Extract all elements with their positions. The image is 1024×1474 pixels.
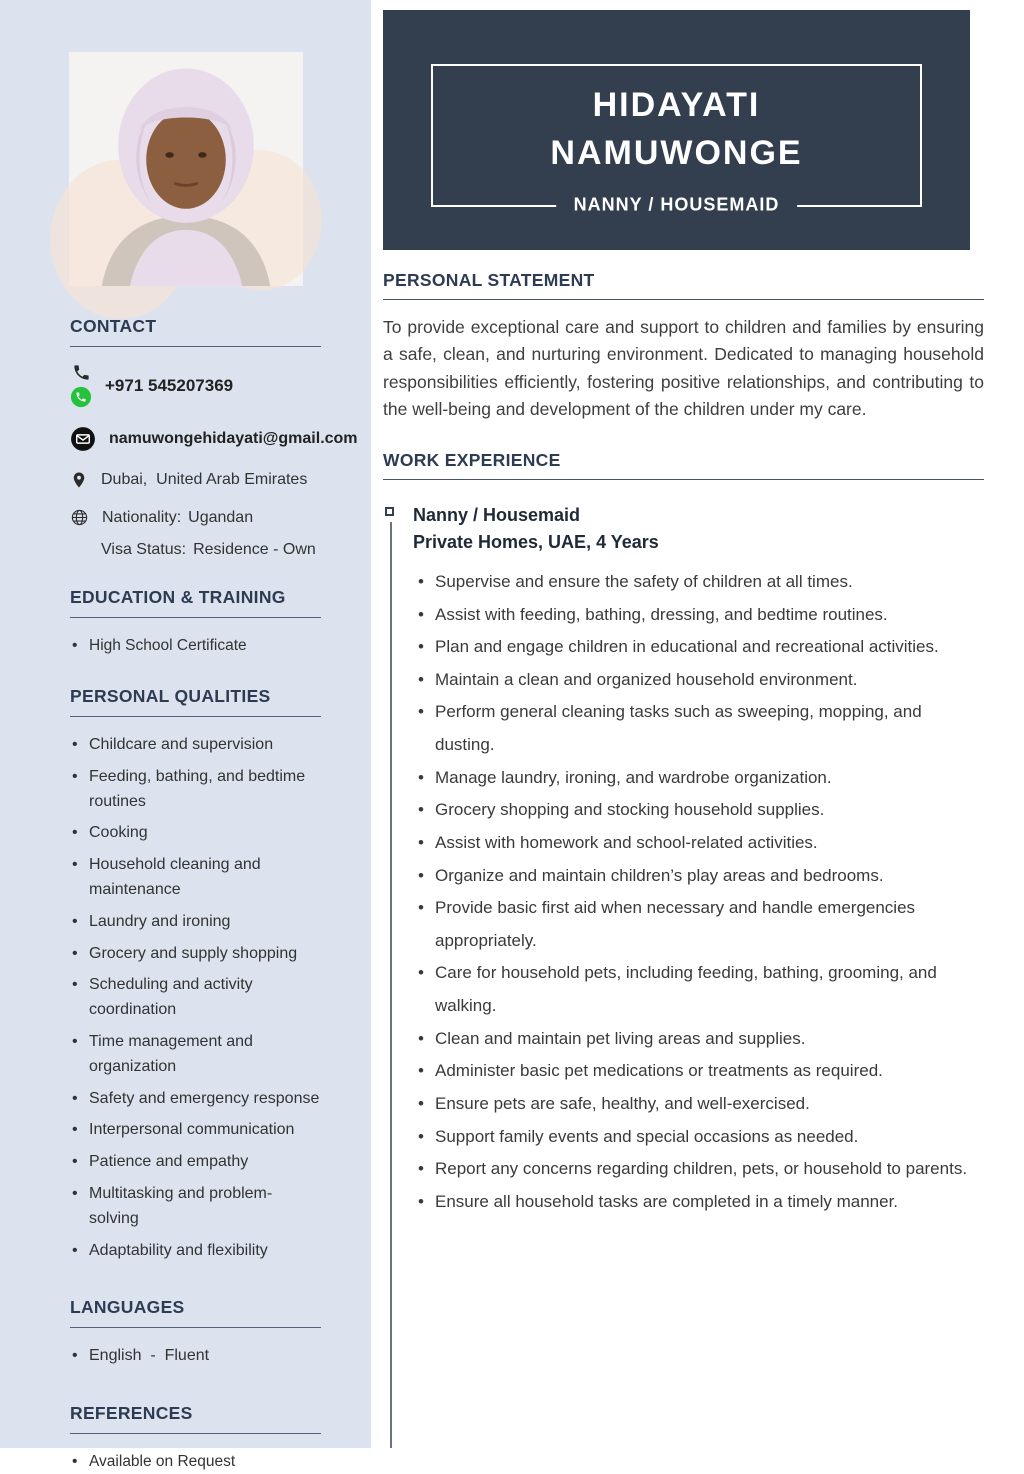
list-item: • Assist with feeding, bathing, dressing, and bedtime routines. [413,599,984,632]
list-item: • Adaptability and flexibility [70,1239,321,1264]
list-item: • Laundry and ironing [70,910,321,935]
list-item: • Support family events and special occasions as needed. [413,1121,984,1154]
list-item: • Ensure all household tasks are completed in a timely manner. [413,1186,984,1219]
qualities-heading: PERSONAL QUALITIES [70,686,321,717]
list-item: • Care for household pets, including feeding, bathing, grooming, and walking. [413,957,984,1022]
list-item: • Maintain a clean and organized household environment. [413,664,984,697]
list-item: • Ensure pets are safe, healthy, and well-exercised. [413,1088,984,1121]
list-item: • Safety and emergency response [70,1087,321,1112]
list-item: • High School Certificate [70,634,321,658]
work-experience-heading: WORK EXPERIENCE [383,450,984,480]
list-item: • Manage laundry, ironing, and wardrobe organization. [413,762,984,795]
references-heading: REFERENCES [70,1403,321,1434]
timeline-line [390,522,392,1448]
list-item: • Feeding, bathing, and bedtime routines [70,765,321,815]
list-item: • Plan and engage children in educational and recreational activities. [413,631,984,664]
qualities-section [70,686,321,1263]
main-column [371,0,1024,1448]
references-section [70,1403,321,1474]
visa-text [101,541,316,559]
profile-photo [69,52,303,286]
list-item: • English - Fluent [70,1344,321,1369]
phone-icon [72,363,91,382]
education-heading: EDUCATION & TRAINING [70,587,321,618]
job-title: Nanny / Housemaid [413,504,581,525]
list-item: • Household cleaning and maintenance [70,853,321,903]
nationality-label: Nationality: [102,508,182,526]
square-marker-icon [385,507,394,516]
languages-heading: LANGUAGES [70,1297,321,1328]
list-item: • Time management and organization [70,1030,321,1080]
email-text: namuwongehidayati@gmail.com [109,430,358,447]
list-item: • Report any concerns regarding children, pets, or household to parents. [413,1153,984,1186]
list-item: • Multitasking and problem-solving [70,1182,321,1232]
list-item: • Provide basic first aid when necessary and handle emergencies appropriately. [413,892,984,957]
sidebar [0,0,371,1471]
references-list [70,1450,321,1474]
nationality-value: Ugandan [188,508,254,526]
name-title-box [431,64,922,215]
list-item: • Available on Request [70,1450,321,1474]
list-item: • Interpersonal communication [70,1118,321,1143]
location-icon [70,470,88,490]
list-item: • Perform general cleaning tasks such as sweeping, mopping, and dusting. [413,696,984,761]
job-role-badge: NANNY / HOUSEMAID [556,195,798,216]
list-item: • Scheduling and activity coordination [70,973,321,1023]
name-line-2: NAMUWONGE [550,133,803,172]
work-experience-section [383,424,984,1448]
list-item: • Childcare and supervision [70,733,321,758]
languages-list [70,1344,321,1369]
phone-row [70,363,321,408]
profile-photo-illustration [69,52,303,286]
list-item: • Grocery and supply shopping [70,942,321,967]
email-icon [70,426,96,452]
list-item: • Assist with homework and school-related activities. [413,827,984,860]
job-subtitle: Private Homes, UAE, 4 Years [413,531,659,552]
nationality-text [102,509,253,527]
list-item: • Organize and maintain children’s play areas and bedrooms. [413,860,984,893]
list-item: • Grocery shopping and stocking household supplies. [413,794,984,827]
list-item: • Supervise and ensure the safety of children at all times. [413,566,984,599]
contact-heading: CONTACT [70,316,321,347]
personal-statement-text: To provide exceptional care and support to children and families by ensuring a safe, clean, and nurturing environment. Dedicated to managing household responsibilities efficiently, fostering positive relationships, and contributing to the well-being and development of the children under my care. [383,317,984,420]
list-item: • Cooking [70,821,321,846]
languages-section [70,1297,321,1369]
nationality-row [70,508,321,527]
location-row [70,470,321,490]
experience-entry [383,502,984,1448]
visa-value: Residence - Own [193,541,316,558]
education-section [70,587,321,658]
whatsapp-icon [70,386,92,408]
name-line-1: HIDAYATI [592,86,761,124]
experience-bullet-list [413,566,984,1219]
phone-number: +971 545207369 [105,375,234,395]
personal-statement-section [383,250,984,424]
contact-section [70,316,358,559]
email-row [70,426,358,452]
list-item: • Patience and empathy [70,1150,321,1175]
list-item: • Administer basic pet medications or treatments as required. [413,1055,984,1088]
visa-label: Visa Status: [101,541,187,558]
education-list [70,634,321,658]
globe-icon [70,508,89,527]
list-item: • Clean and maintain pet living areas and supplies. [413,1023,984,1056]
visa-row [70,541,321,559]
location-text: Dubai, United Arab Emirates [101,471,308,488]
qualities-list [70,733,321,1263]
personal-statement-heading: PERSONAL STATEMENT [383,270,984,300]
name-header [383,10,970,250]
